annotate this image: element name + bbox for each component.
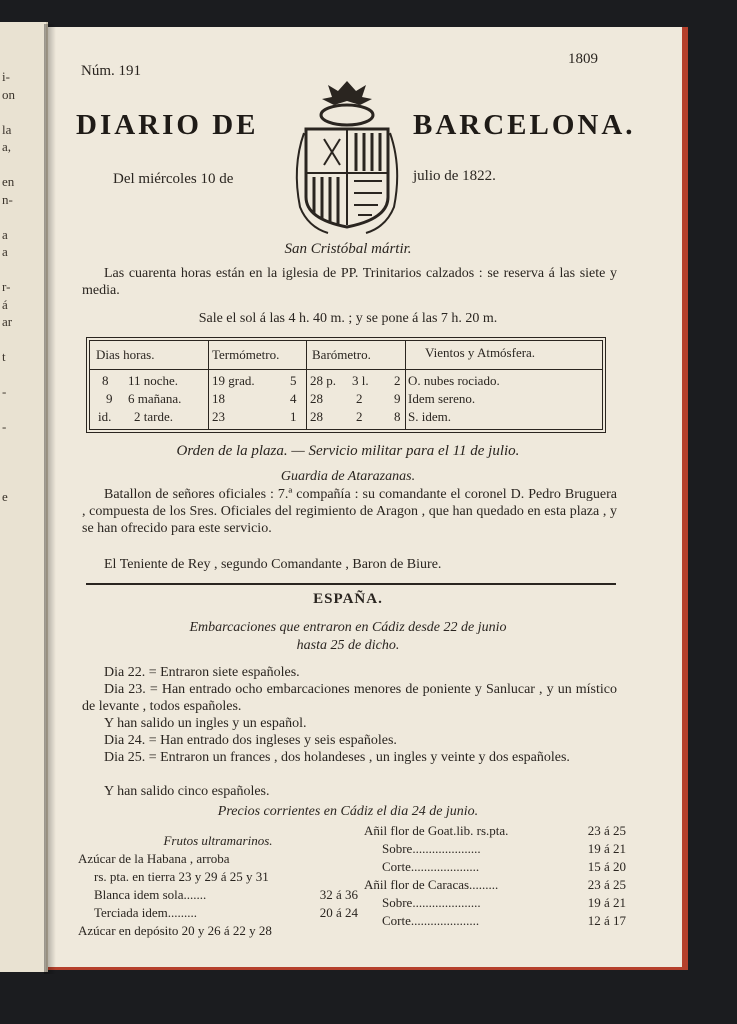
price-row xyxy=(364,912,626,930)
price-label: Sobre..................... xyxy=(382,841,481,856)
row-bar-frac: 8 xyxy=(394,409,401,424)
row-wind: Idem sereno. xyxy=(408,391,476,406)
price-value: 20 á 24 xyxy=(319,905,358,920)
dia22-line: Dia 22. = Entraron siete españoles. xyxy=(104,665,300,680)
left-price-column xyxy=(78,832,358,940)
price-value: 19 á 21 xyxy=(587,841,626,856)
row-bar-l: 2 xyxy=(356,391,363,406)
row-day: 8 xyxy=(102,373,109,388)
adjacent-page-fragment: a, xyxy=(2,139,12,154)
page-gutter-shadow xyxy=(44,24,56,974)
row-bar-p: 28 xyxy=(310,409,323,424)
row-wind: S. idem. xyxy=(408,409,451,424)
adjacent-page-fragment: on xyxy=(2,86,15,102)
price-label: Azúcar en depósito 20 y 26 á 22 y 28 xyxy=(78,923,272,938)
espana-heading: ESPAÑA. xyxy=(313,591,383,607)
adjacent-page-fragment: - xyxy=(2,419,7,434)
price-row xyxy=(78,886,358,904)
row-day: 9 xyxy=(106,391,113,406)
adjacent-page-fragment: ar xyxy=(2,314,13,329)
year-number: 1809 xyxy=(568,51,598,67)
price-row xyxy=(364,840,626,858)
horas-notice: Las cuarenta horas están en la iglesia de PP. Trinitarios calzados : se reserva á las siete y media. xyxy=(82,266,617,298)
adjacent-page-fragment: i- xyxy=(2,69,10,84)
sunrise-sunset: Sale el sol á las 4 h. 40 m. ; y se pone á las 7 h. 20 m. xyxy=(198,311,498,326)
saint-of-day: San Cristóbal mártir. xyxy=(284,241,412,257)
adjacent-page-fragment: la xyxy=(2,121,12,137)
row-bar-l: 3 l. xyxy=(352,373,369,388)
price-label: Blanca idem sola....... xyxy=(94,887,207,902)
masthead-left: DIARIO DE xyxy=(76,109,259,141)
issue-number: Núm. 191 xyxy=(81,63,141,79)
price-value: 15 á 20 xyxy=(587,859,626,874)
adjacent-page-fragment: n- xyxy=(2,191,13,207)
price-label: Azúcar de la Habana , arroba xyxy=(78,851,230,866)
price-row xyxy=(364,858,626,876)
salido-2-line: Y han salido cinco españoles. xyxy=(104,784,270,799)
row-wind: O. nubes rociado. xyxy=(408,373,500,388)
row-hour: 2 tarde. xyxy=(134,409,173,424)
header-days: Dias horas. xyxy=(96,347,155,362)
adjacent-page-fragment: a xyxy=(2,226,8,242)
price-label: Sobre..................... xyxy=(382,895,481,910)
adjacent-page-fragment: e xyxy=(2,489,8,504)
price-label: Corte..................... xyxy=(382,859,480,874)
newspaper-page xyxy=(48,27,688,970)
price-row xyxy=(78,868,358,886)
embarcaciones-heading-2: hasta 25 de dicho. xyxy=(296,638,400,653)
coat-of-arms-icon xyxy=(288,77,406,237)
masthead-right: BARCELONA. xyxy=(413,109,636,141)
date-right: julio de 1822. xyxy=(413,168,496,184)
guardia-heading: Guardia de Atarazanas. xyxy=(280,469,416,484)
row-bar-frac: 2 xyxy=(394,373,401,388)
dia24-line: Dia 24. = Han entrado dos ingleses y seis españoles. xyxy=(104,733,397,748)
batallon-paragraph: Batallon de señores oficiales : 7.ª compañía : su comandante el coronel D. Pedro Bruguera , compuesta de los Sres. Oficiales del regimiento de Aragon , que han quedado en esta plaza , y se han ofrecido para este servicio. xyxy=(82,487,617,536)
dia23-paragraph: Dia 23. = Han entrado ocho embarcaciones menores de poniente y Sanlucar , y un místico de levante , todos españoles. xyxy=(82,682,617,714)
adjacent-page-fragment: en xyxy=(2,174,15,189)
row-hour: 6 mañana. xyxy=(128,391,182,406)
date-left: Del miércoles 10 de xyxy=(113,171,234,187)
price-label: Corte..................... xyxy=(382,913,480,928)
precios-heading: Precios corrientes en Cádiz el dia 24 de junio. xyxy=(217,804,479,819)
price-label: rs. pta. en tierra 23 y 29 á 25 y 31 xyxy=(94,869,269,884)
right-price-column xyxy=(364,822,626,930)
adjacent-page-fragment: a xyxy=(2,244,8,259)
row-bar-frac: 9 xyxy=(394,391,401,406)
price-row xyxy=(364,876,626,894)
adjacent-page-fragment: - xyxy=(2,384,7,399)
price-value: 12 á 17 xyxy=(587,913,626,928)
row-bar-p: 28 p. xyxy=(310,373,336,388)
section-divider xyxy=(86,583,616,585)
adjacent-page-fragment: á xyxy=(2,296,8,312)
header-barometer: Barómetro. xyxy=(312,347,371,362)
price-value: 32 á 36 xyxy=(319,887,358,902)
price-label: Terciada idem......... xyxy=(94,905,198,920)
header-thermometer: Termómetro. xyxy=(212,347,280,362)
adjacent-page-fragment: r- xyxy=(2,279,11,294)
orden-heading: Orden de la plaza. — Servicio militar para el 11 de julio. xyxy=(176,443,520,459)
dia25-paragraph: Dia 25. = Entraron un frances , dos holandeses , un ingles y veinte y dos españoles. xyxy=(104,750,570,765)
teniente-line: El Teniente de Rey , segundo Comandante , Baron de Biure. xyxy=(104,557,442,572)
price-value: 19 á 21 xyxy=(587,895,626,910)
price-row xyxy=(78,922,358,940)
price-row xyxy=(364,894,626,912)
price-label: Añil flor de Goat.lib. rs.pta. xyxy=(364,823,509,838)
adjacent-page-strip xyxy=(0,22,48,972)
row-temp: 19 grad. xyxy=(212,373,255,388)
adjacent-page-fragment: t xyxy=(2,349,6,364)
price-label: Añil flor de Caracas......... xyxy=(364,877,499,892)
weather-table xyxy=(86,337,606,433)
salido-1-line: Y han salido un ingles y un español. xyxy=(104,716,307,731)
row-temp-frac: 1 xyxy=(290,409,297,424)
price-row xyxy=(364,822,626,840)
row-temp: 23 xyxy=(212,409,225,424)
row-temp: 18 xyxy=(212,391,225,406)
row-hour: 11 noche. xyxy=(128,373,179,388)
embarcaciones-heading-1: Embarcaciones que entraron en Cádiz desde 22 de junio xyxy=(189,620,507,635)
frutos-heading: Frutos ultramarinos. xyxy=(163,833,273,848)
price-row xyxy=(78,850,358,868)
row-bar-p: 28 xyxy=(310,391,323,406)
price-value: 23 á 25 xyxy=(587,877,626,892)
row-temp-frac: 4 xyxy=(290,391,297,406)
price-row xyxy=(78,904,358,922)
price-value: 23 á 25 xyxy=(587,823,626,838)
row-temp-frac: 5 xyxy=(290,373,297,388)
row-bar-l: 2 xyxy=(356,409,363,424)
header-winds: Vientos y Atmósfera. xyxy=(425,345,536,360)
row-day: id. xyxy=(98,409,112,424)
